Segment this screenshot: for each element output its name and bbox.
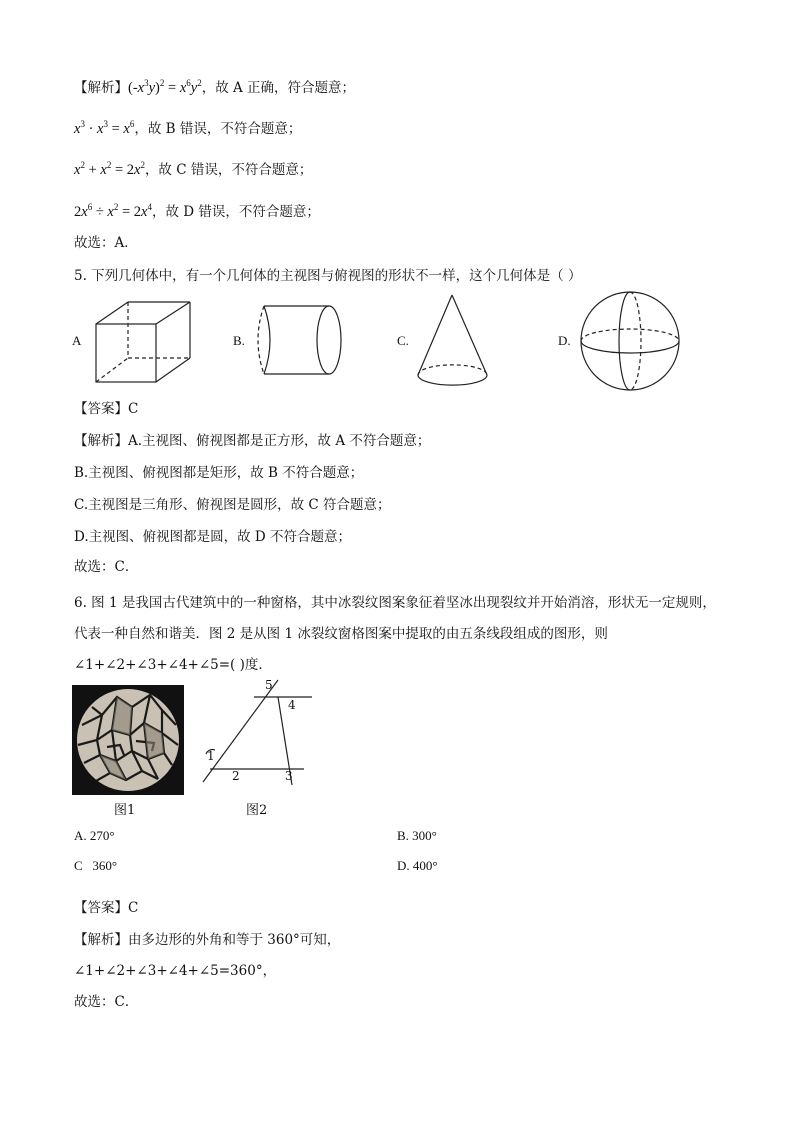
cylinder-figure <box>252 302 348 382</box>
q5-choose: 故选：C． <box>74 559 139 575</box>
sphere-figure <box>578 290 684 392</box>
q5-analysis-b: B.主视图、俯视图都是矩形，故 B 不符合题意； <box>74 465 364 481</box>
q4-analysis-line-d <box>74 197 320 222</box>
angle-label-2: 2 <box>232 769 240 783</box>
q6-stem: 6. 图 1 是我国古代建筑中的一种窗格，其中冰裂纹图案象征着坚冰出现裂纹并开始消溶，形状无一定规则，代表一种自然和谐美．图 2 是从图 1 冰裂纹窗格图案中提取的由五条线段组成的图形，则∠1+∠2+∠3+∠4+∠5=( )度． <box>74 595 716 673</box>
q6-option-a: A. 270° <box>74 828 115 843</box>
q5-analysis-d: D.主视图、俯视图都是圆，故 D 不符合题意； <box>74 529 352 545</box>
q5-answer <box>74 399 138 419</box>
angle-label-3: 3 <box>285 769 293 783</box>
q5-option-b-label: B. <box>233 333 245 348</box>
q5-option-d-label: D. <box>558 333 571 348</box>
q4-choose: 故选：A． <box>74 235 138 251</box>
formula-d: $2x^6 \div x^2 = 2x^4$ <box>74 202 152 220</box>
angle-label-1: 1 <box>207 749 215 763</box>
figure2-caption: 图2 <box>246 803 268 818</box>
five-segment-figure <box>200 678 320 790</box>
analysis-text: 由多边形的外角和等于 360°可知， <box>128 932 341 948</box>
line-b-text: ，故 B 错误，不符合题意； <box>134 120 302 137</box>
answer-tag: 【答案】 <box>74 900 128 916</box>
analysis-tag: 【解析】 <box>74 433 128 449</box>
line-d-text: ，故 D 错误，不符合题意； <box>151 203 320 220</box>
q5-analysis-a <box>74 431 430 451</box>
angle-label-4: 4 <box>288 698 296 712</box>
q5-analysis-c: C.主视图是三角形、俯视图是圆形，故 C 符合题意； <box>74 497 391 513</box>
q6-option-c: C 360° <box>74 858 118 873</box>
analysis-text: A.主视图、俯视图都是正方形，故 A 不符合题意； <box>128 433 431 449</box>
q5-option-a-label: A <box>72 333 82 348</box>
q5-stem: 5. 下列几何体中，有一个几何体的主视图与俯视图的形状不一样，这个几何体是（ ） <box>74 268 582 284</box>
angle-label-5: 5 <box>265 678 273 692</box>
q6-choose: 故选：C． <box>74 994 139 1010</box>
analysis-tag: 【解析】 <box>74 79 128 96</box>
q6-analysis-1 <box>74 930 340 950</box>
ice-crack-window-image <box>72 685 184 795</box>
q4-analysis-line-c <box>74 155 312 180</box>
cone-figure <box>412 292 494 388</box>
q6-analysis-2: ∠1+∠2+∠3+∠4+∠5=360°， <box>74 963 277 979</box>
cube-figure <box>92 298 196 388</box>
q4-analysis-line-a <box>74 73 355 98</box>
q4-analysis-line-b <box>74 114 301 139</box>
formula-a: $(-x^3y)^2 = x^6y^2$ <box>128 78 202 96</box>
line-c-text: ，故 C 错误，不符合题意； <box>144 161 313 178</box>
answer-value: C <box>128 401 139 417</box>
q6-option-b: B. 300° <box>397 828 437 843</box>
answer-tag: 【答案】 <box>74 401 128 417</box>
formula-b: $x^3 \cdot x^3 = x^6$ <box>74 119 135 137</box>
line-a-text: ，故 A 正确，符合题意； <box>201 79 356 96</box>
answer-value: C <box>128 900 139 916</box>
q6-option-d: D. 400° <box>397 858 438 873</box>
q5-option-c-label: C. <box>397 333 409 348</box>
analysis-tag: 【解析】 <box>74 932 128 948</box>
formula-c: $x^2 + x^2 = 2x^2$ <box>74 160 145 178</box>
figure1-caption: 图1 <box>114 803 136 818</box>
q6-answer <box>74 898 138 918</box>
